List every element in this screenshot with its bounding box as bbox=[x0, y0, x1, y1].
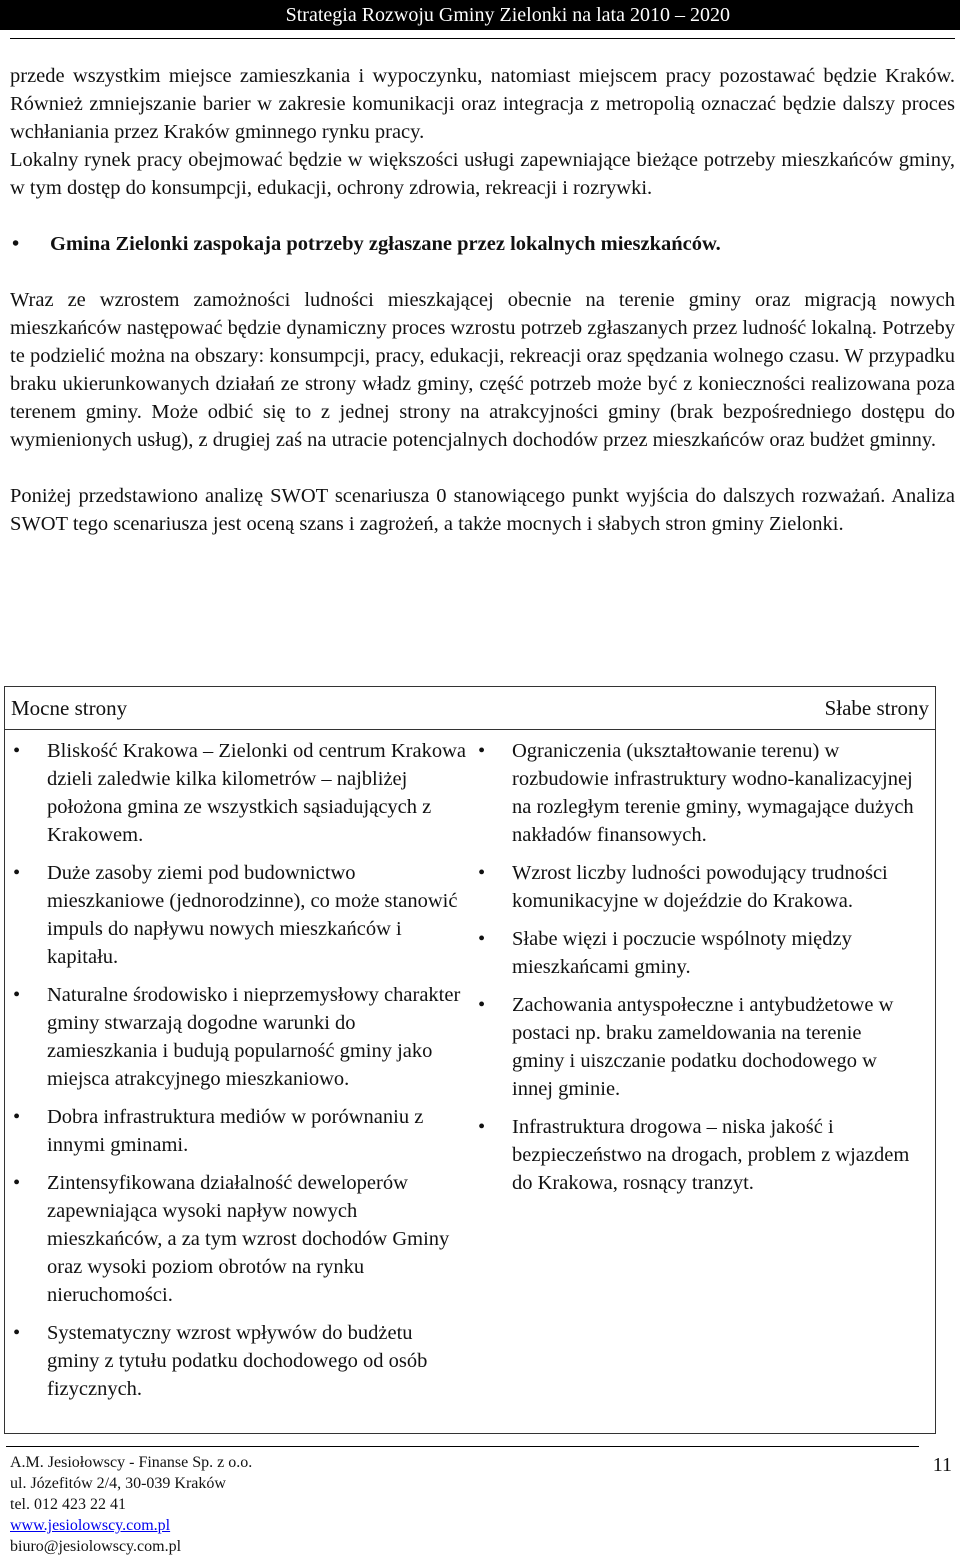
list-item: • Słabe więzi i poczucie wspólnoty między mieszkańcami gminy. bbox=[476, 925, 916, 981]
list-item: • Ograniczenia (ukształtowanie terenu) w rozbudowie infrastruktury wodno-kanalizacyjnej na rozległym terenie gminy, wymagające dużych nakładów finansowych. bbox=[476, 737, 916, 849]
document-title: Strategia Rozwoju Gminy Zielonki na lata 2010 – 2020 bbox=[285, 4, 730, 26]
page-number: 11 bbox=[932, 1454, 952, 1476]
bullet-icon: • bbox=[478, 928, 486, 950]
list-item: • Systematyczny wzrost wpływów do budżetu gminy z tytułu podatku dochodowego od osób fizycznych. bbox=[11, 1319, 466, 1403]
list-item: • Bliskość Krakowa – Zielonki od centrum Krakowa dzieli zaledwie kilka kilometrów – najbliżej położona gmina ze wszystkich sąsiadujących z Krakowem. bbox=[11, 737, 466, 849]
bullet-icon: • bbox=[13, 984, 21, 1006]
weaknesses-column bbox=[476, 737, 916, 1207]
header-rule bbox=[10, 38, 955, 39]
list-item: • Infrastruktura drogowa – niska jakość i bezpieczeństwo na drogach, problem z wjazdem do Krakowa, rosnący tranzyt. bbox=[476, 1113, 916, 1197]
bullet-icon: • bbox=[12, 233, 20, 255]
weaknesses-list bbox=[476, 737, 916, 1197]
swot-intro-paragraph: Poniżej przedstawiono analizę SWOT scenariusza 0 stanowiącego punkt wyjścia do dalszych rozważań. Analiza SWOT tego scenariusza jest oceną szans i zagrożeń, a także mocnych i słabych stron gminy Zielonki. bbox=[10, 485, 955, 535]
bullet-icon: • bbox=[478, 740, 486, 762]
bullet-icon: • bbox=[478, 994, 486, 1016]
bullet-heading bbox=[10, 230, 955, 258]
intro-paragraph-2: Lokalny rynek pracy obejmować będzie w większości usługi zapewniające bieżące potrzeby mieszkańców gminy, w tym dostęp do konsumpcji, edukacji, ochrony zdrowia, rekreacji i rozrywki. bbox=[10, 149, 955, 199]
footer-website-link[interactable]: www.jesiolowscy.com.pl bbox=[10, 1517, 171, 1534]
growth-paragraph: Wraz ze wzrostem zamożności ludności mieszkającej obecnie na terenie gminy oraz migracją nowych mieszkańców następować będzie dynamiczny proces wzrostu potrzeb zgłaszanych przez ludność lokalną. Potrzeby te podzielić można na obszary: konsumpcji, pracy, edukacji, rekreacji oraz spędzania wolnego czasu. W przypadku braku ukierunkowanych działań ze strony władz gminy, część potrzeb może być z konieczności realizowana poza terenem gminy. Może odbić się to z jednej strony na atrakcyjności gminy (brak bezpośredniego dostępu do wymienionych usług), z drugiej zaś na utracie potencjalnych dochodów przez mieszkańców oraz budżet gminny. bbox=[10, 289, 955, 451]
weaknesses-title: Słabe strony bbox=[824, 696, 929, 720]
footer bbox=[10, 1452, 252, 1557]
bullet-heading-text: Gmina Zielonki zaspokaja potrzeby zgłaszane przez lokalnych mieszkańców. bbox=[50, 233, 721, 255]
list-item: • Duże zasoby ziemi pod budownictwo mieszkaniowe (jednorodzinne), co może stanowić impuls do napływu nowych mieszkańców i kapitału. bbox=[11, 859, 466, 971]
bullet-icon: • bbox=[13, 1322, 21, 1344]
bullet-icon: • bbox=[13, 1172, 21, 1194]
bullet-icon: • bbox=[13, 1106, 21, 1128]
body-text bbox=[10, 62, 955, 538]
intro-paragraph-1: przede wszystkim miejsce zamieszkania i wypoczynku, natomiast miejscem pracy pozostawać będzie Kraków. Również zmniejszanie barier w zakresie komunikacji oraz integracja z metropolią oznaczać będzie dalszy proces wchłaniania przez Kraków gminnego rynku pracy. bbox=[10, 65, 955, 143]
strengths-list bbox=[11, 737, 466, 1403]
bullet-icon: • bbox=[478, 1116, 486, 1138]
swot-table bbox=[4, 686, 936, 1434]
footer-company: A.M. Jesiołowscy - Finanse Sp. z o.o. bbox=[10, 1454, 253, 1471]
footer-address: ul. Józefitów 2/4, 30-039 Kraków bbox=[10, 1475, 226, 1492]
footer-rule bbox=[6, 1446, 919, 1447]
list-item: • Zintensyfikowana działalność deweloperów zapewniająca wysoki napływ nowych mieszkańców, a za tym wzrost dochodów Gminy oraz wysoki poziom obrotów na rynku nieruchomości. bbox=[11, 1169, 466, 1309]
footer-phone: tel. 012 423 22 41 bbox=[10, 1496, 126, 1513]
list-item: • Naturalne środowisko i nieprzemysłowy charakter gminy stwarzają dogodne warunki do zamieszkania i budują popularność gminy jako miejsca atrakcyjnego mieszkaniowo. bbox=[11, 981, 466, 1093]
bullet-icon: • bbox=[13, 862, 21, 884]
list-item: • Dobra infrastruktura mediów w porównaniu z innymi gminami. bbox=[11, 1103, 466, 1159]
swot-header-row bbox=[5, 687, 935, 730]
bullet-icon: • bbox=[13, 740, 21, 762]
page-header bbox=[0, 0, 960, 30]
list-item: • Zachowania antyspołeczne i antybudżetowe w postaci np. braku zameldowania na terenie gminy i uiszczanie podatku dochodowego w innej gminie. bbox=[476, 991, 916, 1103]
strengths-column bbox=[11, 737, 466, 1413]
bullet-icon: • bbox=[478, 862, 486, 884]
strengths-title: Mocne strony bbox=[11, 696, 128, 720]
footer-email: biuro@jesiolowscy.com.pl bbox=[10, 1538, 182, 1555]
list-item: • Wzrost liczby ludności powodujący trudności komunikacyjne w dojeździe do Krakowa. bbox=[476, 859, 916, 915]
